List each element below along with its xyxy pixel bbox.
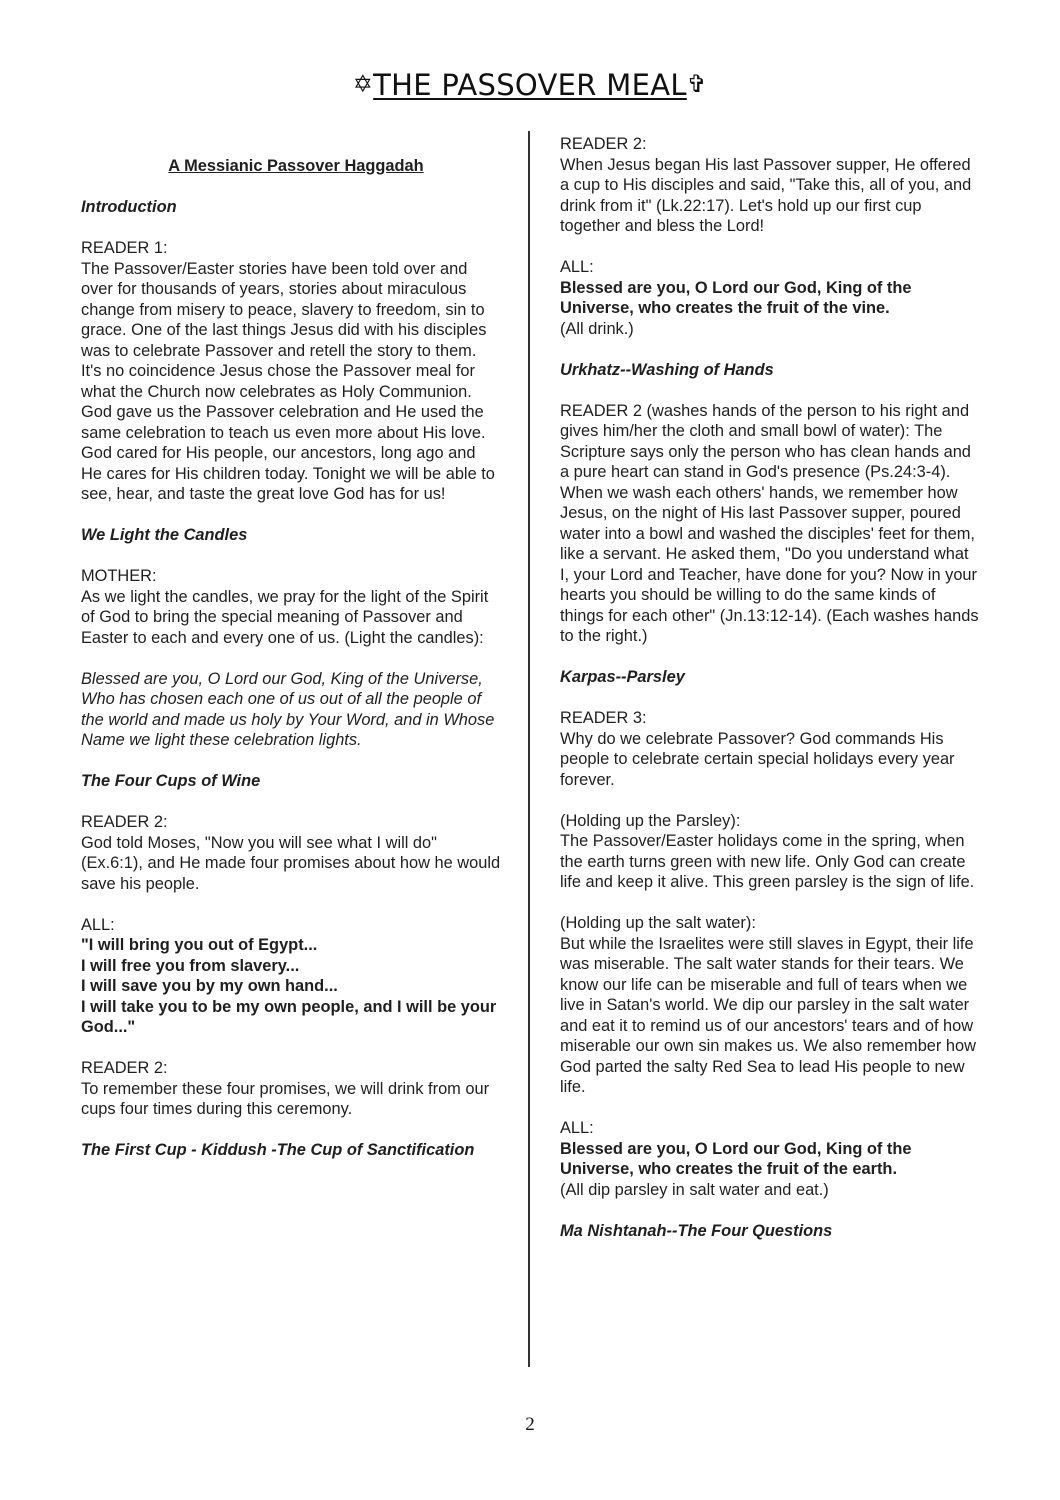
left-column xyxy=(81,156,501,1181)
reader2-block xyxy=(81,812,501,894)
section-heading-candles: We Light the Candles xyxy=(81,526,248,544)
speaker-label: ALL: xyxy=(560,1119,594,1137)
right-column xyxy=(560,134,980,1241)
title-text: THE PASSOVER MEAL xyxy=(373,68,687,102)
reader2-cup-text: When Jesus began His last Passover supper, He offered a cup to His disciples and said, "Take this, all of you, and drink from it" (Lk.22:17). Let's hold up our first cup together and bless the Lord! xyxy=(560,155,972,235)
salt-water-block xyxy=(560,913,980,1098)
speaker-label: MOTHER: xyxy=(81,567,157,585)
promise-line: I will save you by my own hand... xyxy=(81,977,338,995)
mother-block xyxy=(81,566,501,648)
page-title xyxy=(0,68,1060,102)
stage-direction: (Holding up the salt water): xyxy=(560,914,756,932)
column-divider xyxy=(528,131,530,1367)
reader2-remember-block xyxy=(81,1058,501,1120)
speaker-label: ALL: xyxy=(560,258,594,276)
salt-water-text: But while the Israelites were still slaves in Egypt, their life was miserable. The salt water stands for their tears. We know our life can be miserable and full of tears when we live in Satan's world. We dip our parsley in the salt water and eat it to remind us of our ancestors' tears and of how miserable our own sin makes us. We also remember how God parted the salty Red Sea to lead His people to new life. xyxy=(560,934,977,1096)
cross-icon: ✞ xyxy=(686,70,708,98)
reader3-text: Why do we celebrate Passover? God commands His people to celebrate certain special holidays every year forever. xyxy=(560,729,955,789)
section-heading-introduction: Introduction xyxy=(81,198,177,216)
reader1-text: The Passover/Easter stories have been told over and over for thousands of years, stories about miraculous change from misery to peace, slavery to freedom, sin to grace. One of the last things Jesus did with his disciples was to celebrate Passover and retell the story to them. It's no coincidence Jesus chose the Passover meal for what the Church now celebrates as Holy Communion. God gave us the Passover celebration and He used the same celebration to teach us even more about His love. God cared for His people, our ancestors, long ago and He cares for His children today. Tonight we will be able to see, hear, and taste the great love God has for us! xyxy=(81,259,495,503)
all-promises-block xyxy=(81,915,501,1038)
promise-line: I will take you to be my own people, and I will be your God..." xyxy=(81,997,497,1036)
speaker-label: ALL: xyxy=(81,915,115,934)
speaker-label: READER 1: xyxy=(81,239,168,257)
mother-text: As we light the candles, we pray for the light of the Spirit of God to bring the special meaning of Passover and Easter to each and every one of us. (Light the candles): xyxy=(81,587,489,647)
urkhatz-text: READER 2 (washes hands of the person to his right and gives him/her the cloth and small bowl of water): The Scripture says only the person who has clean hands and a pure heart can stand in God's presence (Ps.24:3-4). When we wash each others' hands, we remember how Jesus, on the night of His last Passover supper, poured water into a bowl and washed the disciples' feet for them, like a servant. He asked them, "Do you understand what I, your Lord and Teacher, have done for you? Now in your hearts you should be willing to do the same kinds of things for each other" (Jn.13:12-14). (Each washes hands to the right.) xyxy=(560,401,979,645)
section-heading-four-cups: The Four Cups of Wine xyxy=(81,772,261,790)
reader3-block xyxy=(560,708,980,790)
speaker-label: READER 3: xyxy=(560,709,647,727)
all-earth-blessing-block xyxy=(560,1118,980,1200)
promise-line: I will free you from slavery... xyxy=(81,956,300,975)
reader2-cup-block xyxy=(560,134,980,237)
candle-blessing: Blessed are you, O Lord our God, King of the Universe, Who has chosen each one of us out of all the people of the world and made us holy by Your Word, and in Whose Name we light these celebration lights. xyxy=(81,669,495,749)
speaker-label: READER 2: xyxy=(81,1059,168,1077)
section-heading-karpas: Karpas--Parsley xyxy=(560,668,685,686)
page-number: 2 xyxy=(525,1414,535,1435)
drink-note: (All drink.) xyxy=(560,319,634,338)
reader1-block xyxy=(81,238,501,505)
subtitle: A Messianic Passover Haggadah xyxy=(168,157,424,175)
vine-blessing: Blessed are you, O Lord our God, King of the Universe, who creates the fruit of the vine. xyxy=(560,278,912,317)
promise-line: "I will bring you out of Egypt... xyxy=(81,936,318,954)
earth-blessing: Blessed are you, O Lord our God, King of the Universe, who creates the fruit of the earth. xyxy=(560,1139,912,1178)
stage-direction: (Holding up the Parsley): xyxy=(560,811,741,830)
reader2-text: God told Moses, "Now you will see what I will do" (Ex.6:1), and He made four promises about how he would save his people. xyxy=(81,833,501,893)
all-vine-blessing-block xyxy=(560,257,980,339)
speaker-label: READER 2: xyxy=(81,813,168,831)
section-heading-four-questions: Ma Nishtanah--The Four Questions xyxy=(560,1221,833,1240)
reader2-remember-text: To remember these four promises, we will drink from our cups four times during this ceremony. xyxy=(81,1079,490,1118)
parsley-block xyxy=(560,811,980,893)
speaker-label: READER 2: xyxy=(560,135,647,153)
parsley-text: The Passover/Easter holidays come in the spring, when the earth turns green with new life. Only God can create life and keep it alive. This green parsley is the sign of life. xyxy=(560,832,975,891)
section-heading-urkhatz: Urkhatz--Washing of Hands xyxy=(560,360,774,379)
dip-note: (All dip parsley in salt water and eat.) xyxy=(560,1180,829,1199)
section-heading-first-cup: The First Cup - Kiddush -The Cup of Sanctification xyxy=(81,1141,475,1159)
star-of-david-icon: ✡ xyxy=(352,70,374,98)
